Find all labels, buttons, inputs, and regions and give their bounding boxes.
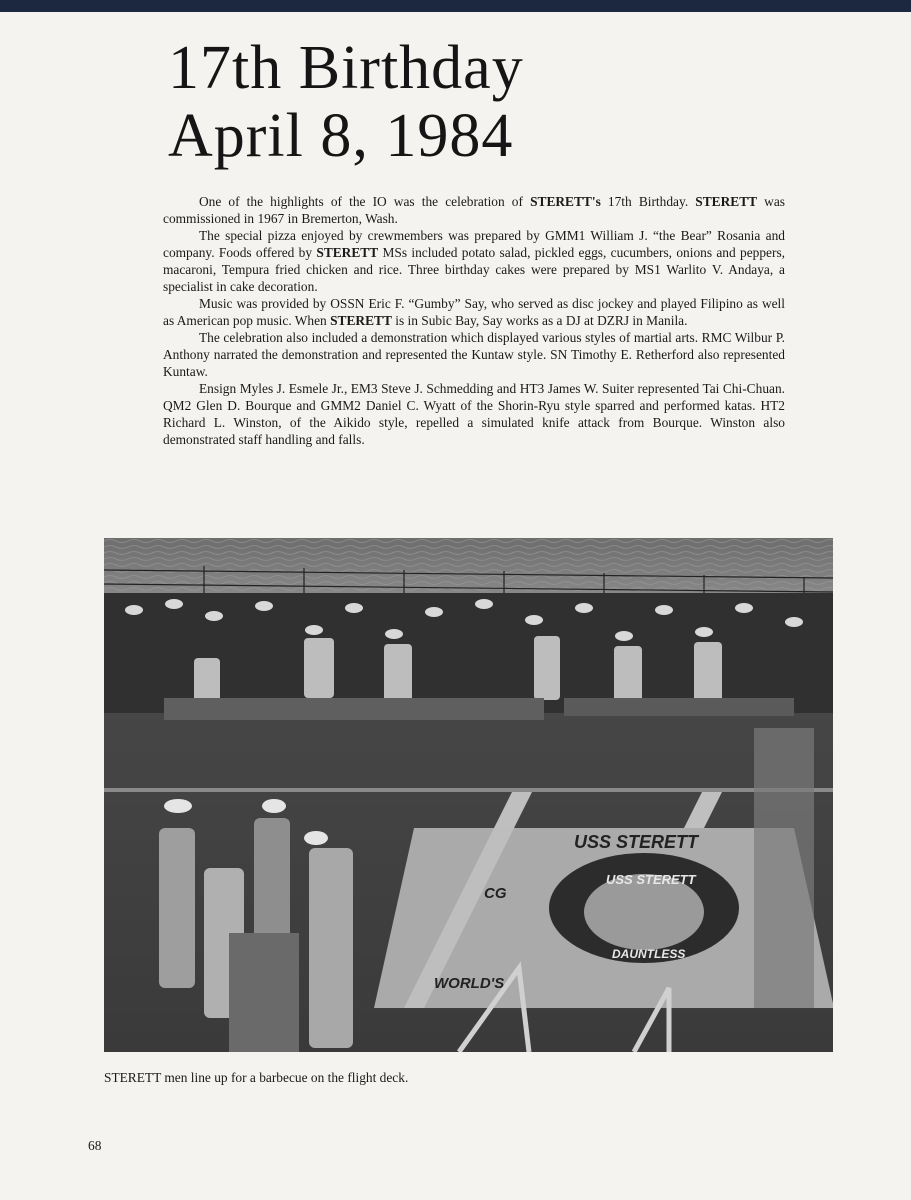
seal-lettering-bottom: DAUNTLESS: [612, 947, 686, 961]
text-run: is in Subic Bay, Say works as a DJ at DZRJ in Manila.: [391, 313, 688, 328]
ship-name: STERETT: [330, 313, 392, 328]
paragraph-3: [163, 295, 785, 329]
deck-lettering-top: USS STERETT: [574, 832, 699, 852]
text-run: 17th Birthday.: [600, 194, 696, 209]
page-title: [168, 34, 524, 170]
deck-lettering-left: CG: [484, 885, 507, 902]
text-run: MSs included potato salad, pickled eggs, cucumbers, onions and peppers, macaroni, Tempura fried chicken and rice. Three birthday cakes were prepared by MS1 Warlito V. Andaya, a specialist in cake decoration.: [163, 245, 785, 294]
deck-lettering-bottom: WORLD'S: [434, 975, 505, 992]
text-run: One of the highlights of the IO was the celebration of: [199, 194, 531, 209]
article-body: [163, 193, 785, 448]
serving-tables: [164, 698, 544, 720]
ship-name: STERETT's: [530, 194, 601, 209]
paragraph-4: The celebration also included a demonstration which displayed various styles of martial arts. RMC Wilbur P. Anthony narrated the demonstration and represented the Kuntaw style. SN Timothy E. Retherford also represented Kuntaw.: [163, 330, 785, 379]
page-top-edge: [0, 0, 911, 12]
ship-name: STERETT: [695, 194, 758, 209]
paragraph-2: [163, 227, 785, 295]
flag: [754, 728, 814, 1008]
text-run: The special pizza enjoyed by crewmembers was prepared by GMM1 William J. “the Bear” Rosania and company. Foods offered by: [163, 228, 785, 260]
text-run: Music was provided by OSSN Eric F. “Gumby” Say, who served as disc jockey and played Filipino as well as American pop music. When: [163, 296, 785, 328]
title-line-1: 17th Birthday: [168, 34, 524, 102]
paragraph-1: [163, 193, 785, 227]
title-line-2: April 8, 1984: [168, 102, 514, 170]
paragraph-5: Ensign Myles J. Esmele Jr., EM3 Steve J. Schmedding and HT3 James W. Suiter represented Tai Chi-Chuan. QM2 Glen D. Bourque and GMM2 Daniel C. Wyatt of the Shorin-Ryu style sparred and performed katas. HT2 Richard L. Winston, of the Aikido style, repelled a simulated knife attack from Bourque. Winston also demonstrated staff handling and falls.: [163, 381, 785, 447]
ship-name: STERETT: [316, 245, 379, 260]
seal-lettering-top: USS STERETT: [606, 872, 696, 887]
page-number: 68: [88, 1138, 102, 1153]
text-run: was commissioned in 1967 in Bremerton, Wash.: [163, 194, 785, 226]
photo-caption: STERETT men line up for a barbecue on the flight deck.: [104, 1070, 409, 1085]
photo-illustration: [104, 538, 833, 1052]
barbecue-photo: [104, 538, 833, 1052]
